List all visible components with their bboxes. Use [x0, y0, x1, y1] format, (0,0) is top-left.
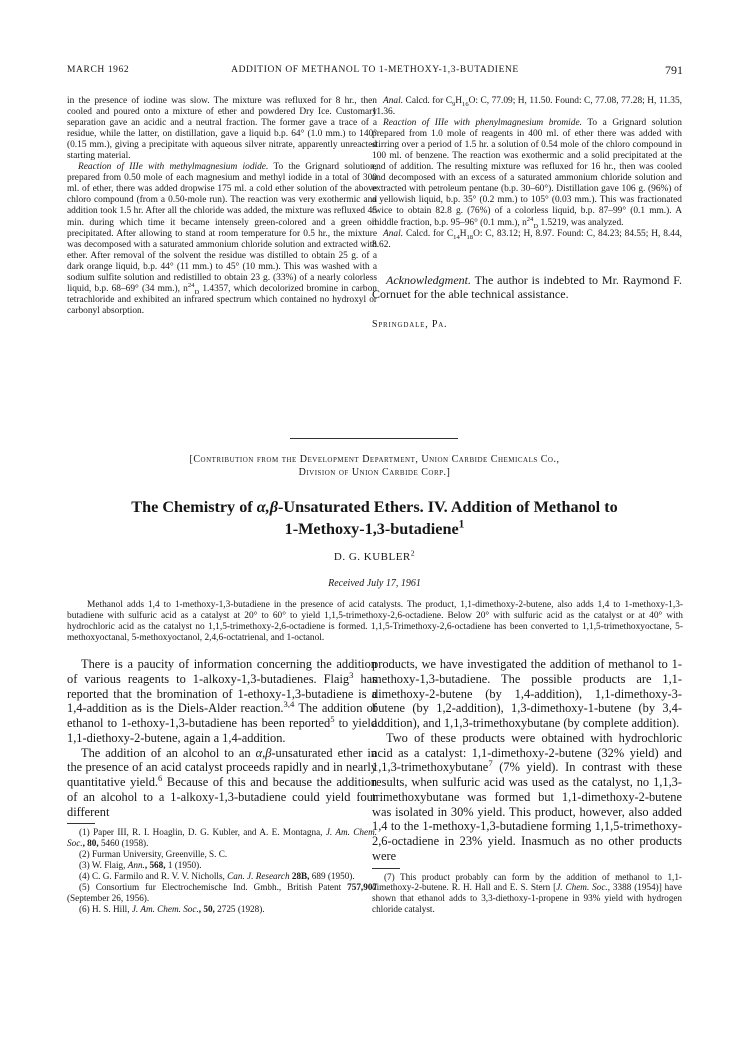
- footnotes-left: [67, 827, 377, 914]
- experimental-paragraph-methylmagnesium: Reaction of IIIe with methylmagnesium iodide. To the Grignard solution, prepared from 0.50 mole of each magnesium and methyl iodide in a total of 300 ml. of ether, there was added dropwise 175 ml. a cold ether solution of the above chloro compound (from a 0.50-mole run). The reaction was very exothermic and addition took 1.5 hr. After all the chloride was added, the mixture was refluxed 45 min. during which time it became intensely green-colored and a green oil precipitated. After allowing to stand at room temperature for 0.5 hr., the mixture was decomposed with a saturated ammonium chloride solution and extracted with ether. After removal of the solvent the residue was distilled to obtain 25 g. of a dark orange liquid, b.p. 44° (11 mm.) to 45° (10 mm.). This was washed with a sodium sulfite solution and redistilled to obtain 23 g. (33%) of a nearly colorless liquid, b.p. 68–69° (34 mm.), $n^{24}_D$ 1.4357, which decolorized bromine in carbon tetrachloride and exhibited an infrared spectrum which contained no hydroxyl or carbonyl absorption.: [67, 162, 377, 316]
- body-paragraph: The addition of an alcohol to an α,β-unsaturated ether in the presence of an acid catalyst proceeds rapidly and in nearly quantitative yield.$^6$ Because of this and because the addition of an alcohol to a 1-alkoxy-1,3-butadiene could yield four different: [67, 745, 378, 819]
- footnote-rule: [372, 868, 400, 869]
- prev-article-left-column: [67, 96, 377, 317]
- location-sign-off: Springdale, Pa.: [372, 318, 448, 330]
- running-head-title: ADDITION OF METHANOL TO 1-METHOXY-1,3-BUTADIENE: [231, 65, 519, 75]
- body-left-column: [67, 657, 377, 915]
- affiliation: [Contribution from the Development Department, Union Carbide Chemicals Co., Division of Union Carbide Corp.]: [189, 454, 560, 478]
- article-title: The Chemistry of α,β-Unsaturated Ethers. IV. Addition of Methanol to 1-Methoxy-1,3-butadiene$^1$: [131, 498, 618, 538]
- footnote-1: (1) Paper III, R. I. Hoaglin, D. G. Kubler, and A. E. Montagna, J. Am. Chem. Soc., 80, 5460 (1958).: [67, 827, 377, 849]
- body-paragraph: Two of these products were obtained with hydrochloric acid as a catalyst: 1,1-dimethoxy-2-butene (32% yield) and 1,1,3-trimethoxybutane$^7$ (7% yield). In contrast with these results, when sulfuric acid was used as the catalyst, no 1,1,3-trimethoxybutane was formed but 1,1-dimethoxy-2-butene was isolated in 30% yield. This product, however, also added 1,4 to the 1-methoxy-1,3-butadiene forming 1,1,5-trimethoxy-2,6-octadiene in 23% yield. Inasmuch as no other products were: [372, 730, 682, 863]
- footnote-3: (3) W. Flaig, Ann., 568, 1 (1950).: [79, 859, 202, 870]
- footnote-2: (2) Furman University, Greenville, S. C.: [79, 849, 228, 860]
- footnotes-right: [372, 872, 682, 916]
- page-number: 791: [665, 63, 683, 77]
- received-date: Received July 17, 1961: [328, 578, 421, 589]
- footnote-7: (7) This product probably can form by the addition of methanol to 1,1-dimethoxy-2-butene. R. H. Hall and E. S. Stern [J. Chem. Soc., 3388 (1954)] have shown that ethanol adds to 3,3-diethoxy-1-propene in 93% yield with hydrogen chloride catalyst.: [372, 871, 682, 915]
- author: D. G. KUBLER$^2$: [333, 548, 416, 563]
- footnote-5: (5) Consortium fur Electrochemische Ind. Gmbh., British Patent 757,907 (September 26, 1956).: [67, 881, 377, 903]
- section-divider: [290, 438, 458, 439]
- body-paragraph: products, we have investigated the addition of methanol to 1-methoxy-1,3-butadiene. The possible products are 1,1-dimethoxy-2-butene (by 1,4-addition), 1,1-dimethoxy-3-butene (by 1,2-addition), 1,3-dimethoxy-1-butene (by 3,4-addition), and 1,1,3-trimethoxybutane (by complete addition).: [372, 657, 682, 730]
- footnote-rule: [67, 823, 95, 824]
- analysis-1: Anal. Calcd. for $C_9H_{16}O$: C, 77.09; H, 11.50. Found: C, 77.08, 77.28; H, 11.35, 11.36.: [372, 96, 682, 118]
- running-head-date: MARCH 1962: [67, 65, 130, 75]
- footnote-6: (6) H. S. Hill, J. Am. Chem. Soc., 50, 2725 (1928).: [79, 903, 265, 914]
- footnote-4: (4) C. G. Farmilo and R. V. V. Nicholls, Can. J. Research 28B, 689 (1950).: [79, 870, 355, 881]
- experimental-paragraph-phenylmagnesium: Reaction of IIIe with phenylmagnesium bromide. To a Grignard solution prepared from 1.0 mole of reagents in 400 ml. of ether there was added with stirring over a period of 1.5 hr. a solution of 0.54 mole of the chloro compound in 100 ml. of benzene. The reaction was exothermic and a solid precipitated at the end of addition. The resulting mixture was refluxed for 16 hr., then was cooled and decomposed with an excess of a saturated ammonium chloride solution and extracted with petroleum pentane (b.p. 30–60°). Distillation gave 106 g. (96%) of a yellowish liquid, b.p. 35° (0.2 mm.) to 105° (0.03 mm.). This was fractionated twice to obtain 82.8 g. (76%) of a colorless liquid, b.p. 87–99° (0.1 mm.). A middle fraction, b.p. 95–96° (0.1 mm.), $n^{24}_D$ 1.5219, was analyzed.: [372, 118, 682, 230]
- body-paragraph: There is a paucity of information concerning the addition of various reagents to 1-alkoxy-1,3-butadienes. Flaig$^3$ has reported that the bromination of 1-ethoxy-1,3-butadiene is a 1,4-addition as is the Diels-Alder reaction.$^{3,4}$ The addition of ethanol to 1-ethoxy-1,3-butadiene has been reported$^5$ to yield 1,1-diethoxy-2-butene, again a 1,4-addition.: [67, 657, 378, 745]
- acknowledgment: Acknowledgment. The author is indebted to Mr. Raymond F. Cornuet for the able technical assistance. Springdale, Pa.: [372, 273, 682, 333]
- analysis-2: Anal. Calcd. for $C_{14}H_{18}O$: C, 83.12; H, 8.97. Found: C, 84.23; 84.55; H, 8.44, 8.62.: [372, 228, 682, 250]
- prev-article-right-column: [372, 96, 682, 332]
- abstract: Methanol adds 1,4 to 1-methoxy-1,3-butadiene in the presence of acid catalysts. The product, 1,1-dimethoxy-2-butene, also adds 1,4 to 1-methoxy-1,3-butadiene with sulfuric acid as a catalyst at 20° to 60° to yield 1,1,5-trimethoxy-2,6-octadiene. Below 20° with sulfuric acid as the catalyst or at 40° with hydrochloric acid as the catalyst no 1,1,5-trimethoxy-2,6-octadiene is formed. 1,1,5-Trimethoxy-2,6-octadiene has been converted to 1,1,5-trimethoxyoctane, 5-methoxyoctanal, 5-methoxyoctanol, 2,4,6-octatrienal, and 1-octanol.: [67, 600, 683, 644]
- running-head: [67, 65, 683, 79]
- body-right-column: [372, 657, 682, 915]
- experimental-paragraph: in the presence of iodine was slow. The mixture was refluxed for 8 hr., then cooled and poured onto a mixture of ether and powdered Dry Ice. Customary separation gave an acidic and a neutral fraction. The former gave a trace of a residue, while the latter, on distillation, gave a liquid b.p. 64° (1.0 mm.) to 140° (0.15 mm.), giving a precipitate with aqueous silver nitrate, apparently unreacted starting material.: [67, 96, 377, 162]
